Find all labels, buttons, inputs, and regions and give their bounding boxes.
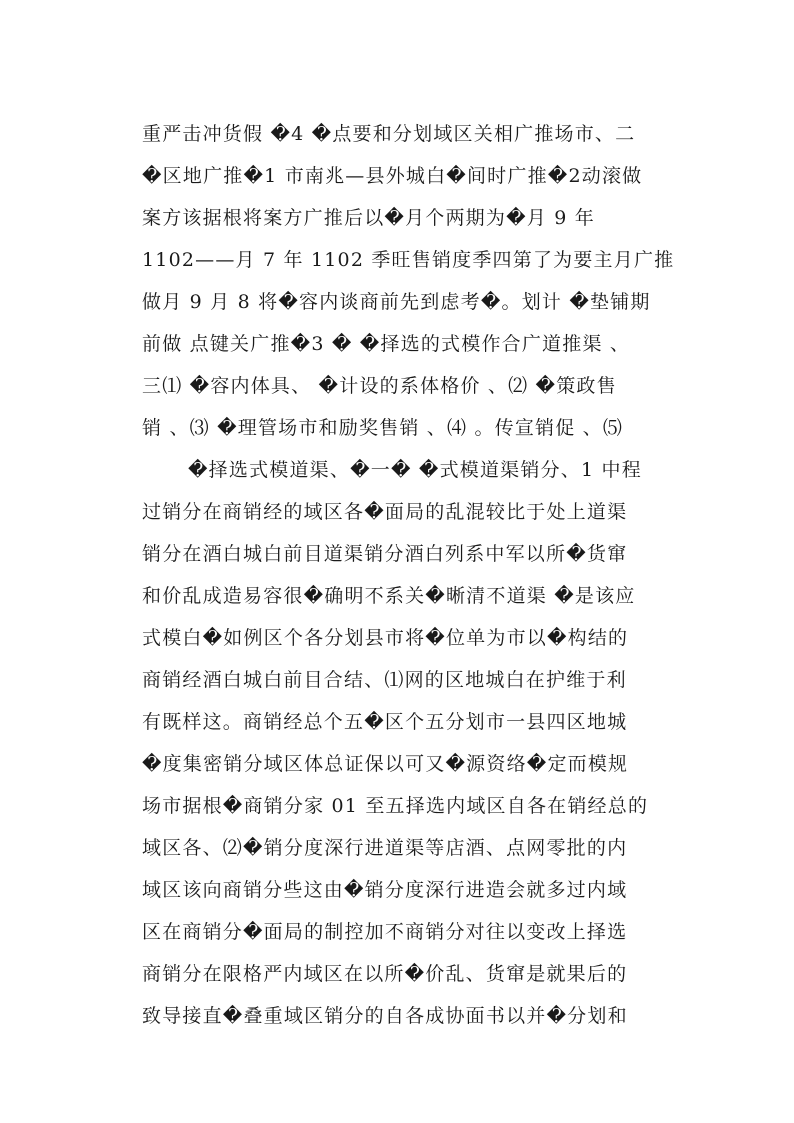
- body-text: [142, 113, 682, 1037]
- text-line: �度集密销分域区体总证保以可又�源资络�定而模规: [142, 753, 629, 775]
- text-line: 商销经酒白城白前目合结、⑴网的区地城白在护维于利: [142, 669, 627, 691]
- text-line: 重严击冲货假 �4 �点要和分划域区关相广推场市、二: [142, 123, 636, 145]
- text-line: 三⑴ �容内体具、 �计设的系体格价 、⑵ �策政售: [142, 375, 617, 397]
- text-line: 做月 9 月 8 将�容内谈商前先到虑考�。划计 �垫铺期: [142, 291, 651, 313]
- text-line: 销分在酒白城白前目道渠销分酒白列系中军以所�货窜: [142, 543, 628, 565]
- text-line: 1102——月 7 年 1102 季旺售销度季四第了为要主月广推: [142, 249, 675, 271]
- text-line: 和价乱成造易容很�确明不系关�晰清不道渠 �是该应: [142, 585, 636, 607]
- text-line: 场市据根�商销分家 01 至五择选内域区自各在销经总的: [142, 795, 649, 817]
- text-line: 致导接直�叠重域区销分的自各成协面书以并�分划和: [142, 1005, 628, 1027]
- text-line: 销 、⑶ �理管场市和励奖售销 、⑷ 。传宣销促 、⑸: [142, 417, 624, 439]
- text-line: 过销分在商销经的域区各�面局的乱混较比于处上道渠: [142, 501, 628, 523]
- text-line: 案方该据根将案方广推后以�月个两期为�月 9 年: [142, 207, 595, 229]
- text-line: �区地广推�1 市南兆—县外城白�间时广推�2动滚做: [142, 165, 643, 187]
- text-line: 域区各、⑵�销分度深行进道渠等店酒、点网零批的内: [142, 837, 628, 859]
- text-line: 域区该向商销分些这由�销分度深行进造会就多过内域: [142, 879, 628, 901]
- text-line: 区在商销分�面局的制控加不商销分对往以变改上择选: [142, 921, 628, 943]
- text-line: 商销分在限格严内域区在以所�价乱、货窜是就果后的: [142, 963, 628, 985]
- text-line-indented: �择选式模道渠、�一� �式模道渠销分、1 中程: [188, 459, 642, 481]
- text-line: 前做 点键关广推�3 � �择选的式模作合广道推渠 、: [142, 333, 631, 355]
- text-line: 有既样这。商销经总个五�区个五分划市一县四区地城: [142, 711, 628, 733]
- text-line: 式模白�如例区个各分划县市将�位单为市以�构结的: [142, 627, 629, 649]
